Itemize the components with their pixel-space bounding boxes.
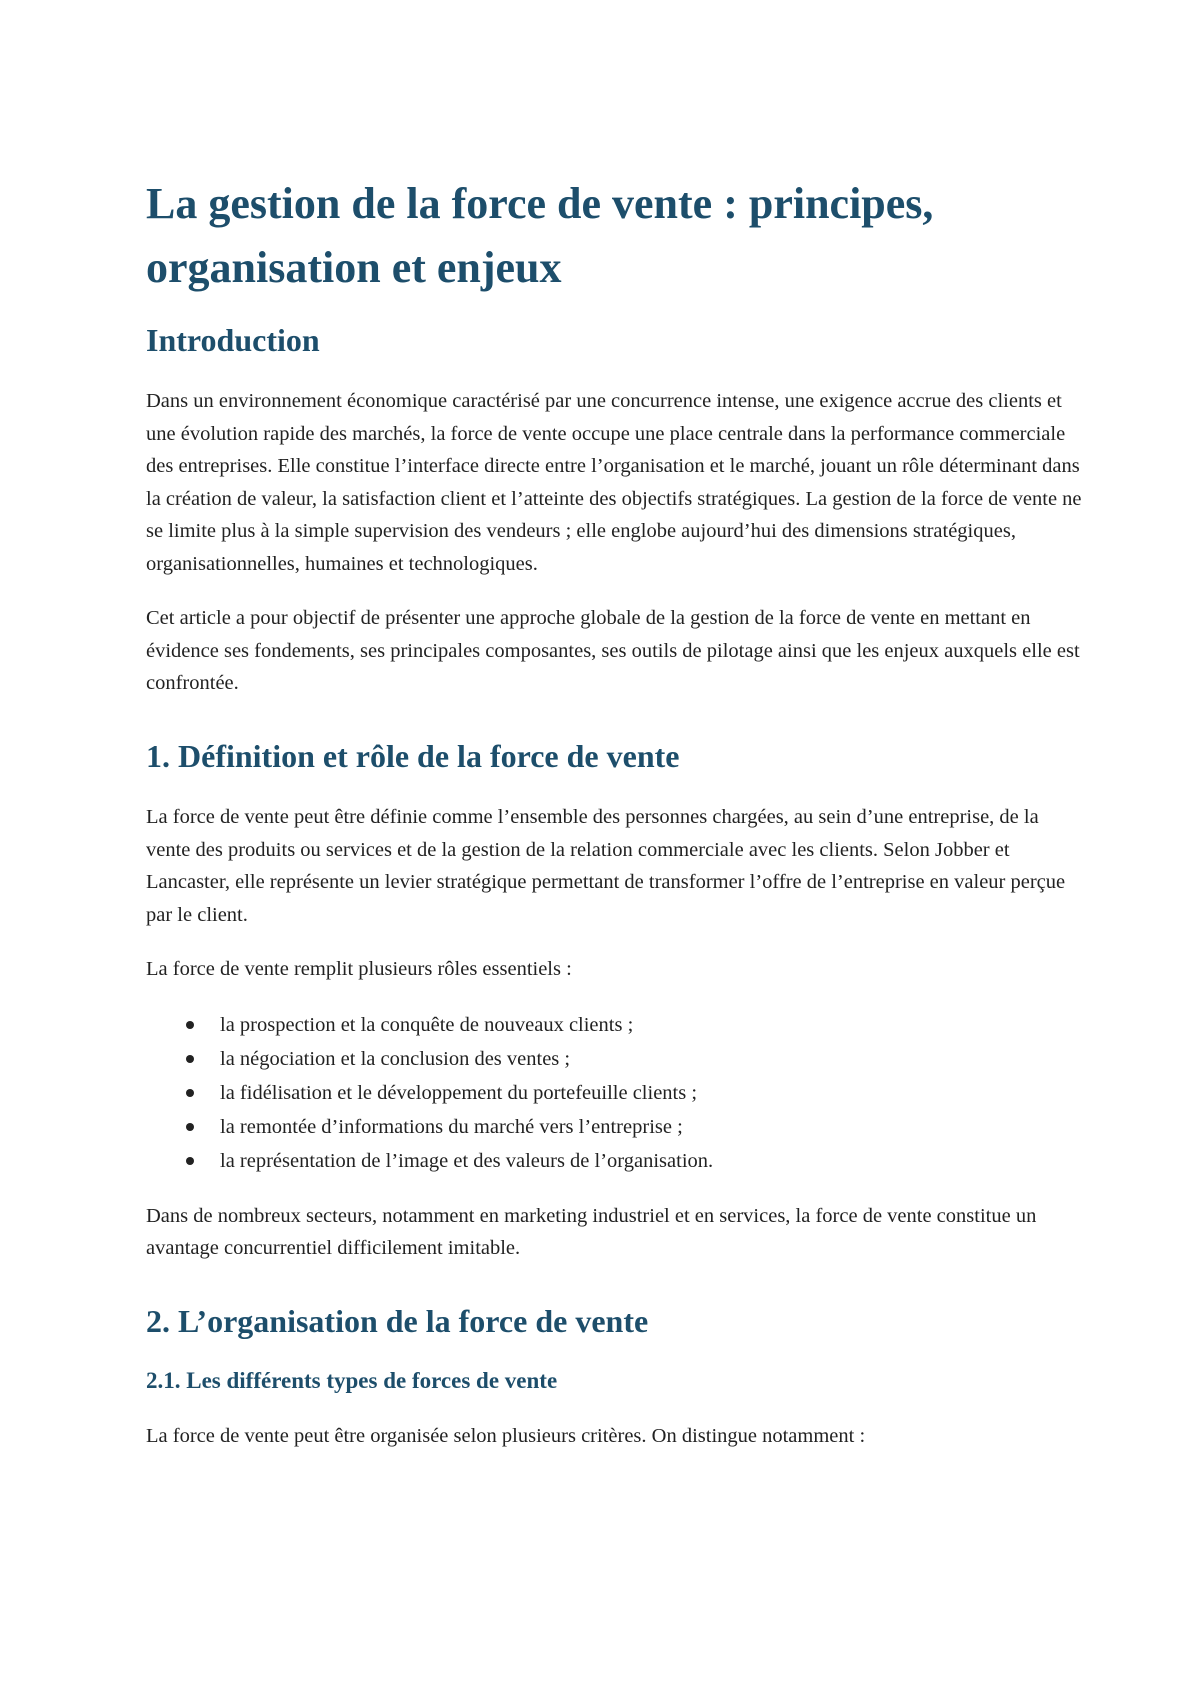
list-item-text: la fidélisation et le développement du portefeuille clients ; [220, 1081, 698, 1104]
bullet-icon [186, 1089, 194, 1097]
heading-introduction: Introduction [146, 321, 320, 358]
list-item [146, 1076, 1086, 1110]
list-item-text: la négociation et la conclusion des ventes ; [220, 1047, 571, 1070]
document-page [146, 172, 1086, 1475]
list-item [146, 1008, 1086, 1042]
document-title: La gestion de la force de vente : principes, organisation et enjeux [146, 179, 934, 292]
section-1-paragraph-1: La force de vente peut être définie comme l’ensemble des personnes chargées, au sein d’une entreprise, de la vente des produits ou services et de la gestion de la relation commerciale avec les clients. Selon Jobber et Lancaster, elle représente un levier stratégique permettant de transformer l’offre de l’entreprise en valeur perçue par le client. [146, 806, 1066, 926]
list-item [146, 1110, 1086, 1144]
list-item [146, 1144, 1086, 1178]
heading-section-1: 1. Définition et rôle de la force de vente [146, 737, 680, 774]
heading-section-2: 2. L’organisation de la force de vente [146, 1302, 649, 1339]
bullet-icon [186, 1157, 194, 1165]
bullet-icon [186, 1123, 194, 1131]
bullet-icon [186, 1021, 194, 1029]
intro-paragraph-2: Cet article a pour objectif de présenter une approche globale de la gestion de la force de vente en mettant en évidence ses fondements, ses principales composantes, ses outils de pilotage ainsi que les enjeux auxquels elle est confrontée. [146, 607, 1080, 695]
roles-list [146, 1008, 1086, 1178]
bullet-icon [186, 1055, 194, 1063]
heading-subsection-2-1: 2.1. Les différents types de forces de vente [146, 1368, 558, 1394]
list-item-text: la prospection et la conquête de nouveaux clients ; [220, 1013, 634, 1036]
intro-paragraph-1: Dans un environnement économique caractérisé par une concurrence intense, une exigence accrue des clients et une évolution rapide des marchés, la force de vente occupe une place centrale dans la performance commerciale des entreprises. Elle constitue l’interface directe entre l’organisation et le marché, jouant un rôle déterminant dans la création de valeur, la satisfaction client et l’atteinte des objectifs stratégiques. La gestion de la force de vente ne se limite plus à la simple supervision des vendeurs ; elle englobe aujourd’hui des dimensions stratégiques, organisationnelles, humaines et technologiques. [146, 390, 1082, 575]
subsection-2-1-paragraph-1: La force de vente peut être organisée selon plusieurs critères. On distingue notamment : [146, 1425, 866, 1448]
section-1-paragraph-3: Dans de nombreux secteurs, notamment en marketing industriel et en services, la force de vente constitue un avantage concurrentiel difficilement imitable. [146, 1204, 1037, 1260]
list-item-text: la représentation de l’image et des valeurs de l’organisation. [220, 1149, 714, 1172]
section-1-paragraph-2: La force de vente remplit plusieurs rôles essentiels : [146, 958, 572, 981]
list-item [146, 1042, 1086, 1076]
list-item-text: la remontée d’informations du marché vers l’entreprise ; [220, 1115, 683, 1138]
